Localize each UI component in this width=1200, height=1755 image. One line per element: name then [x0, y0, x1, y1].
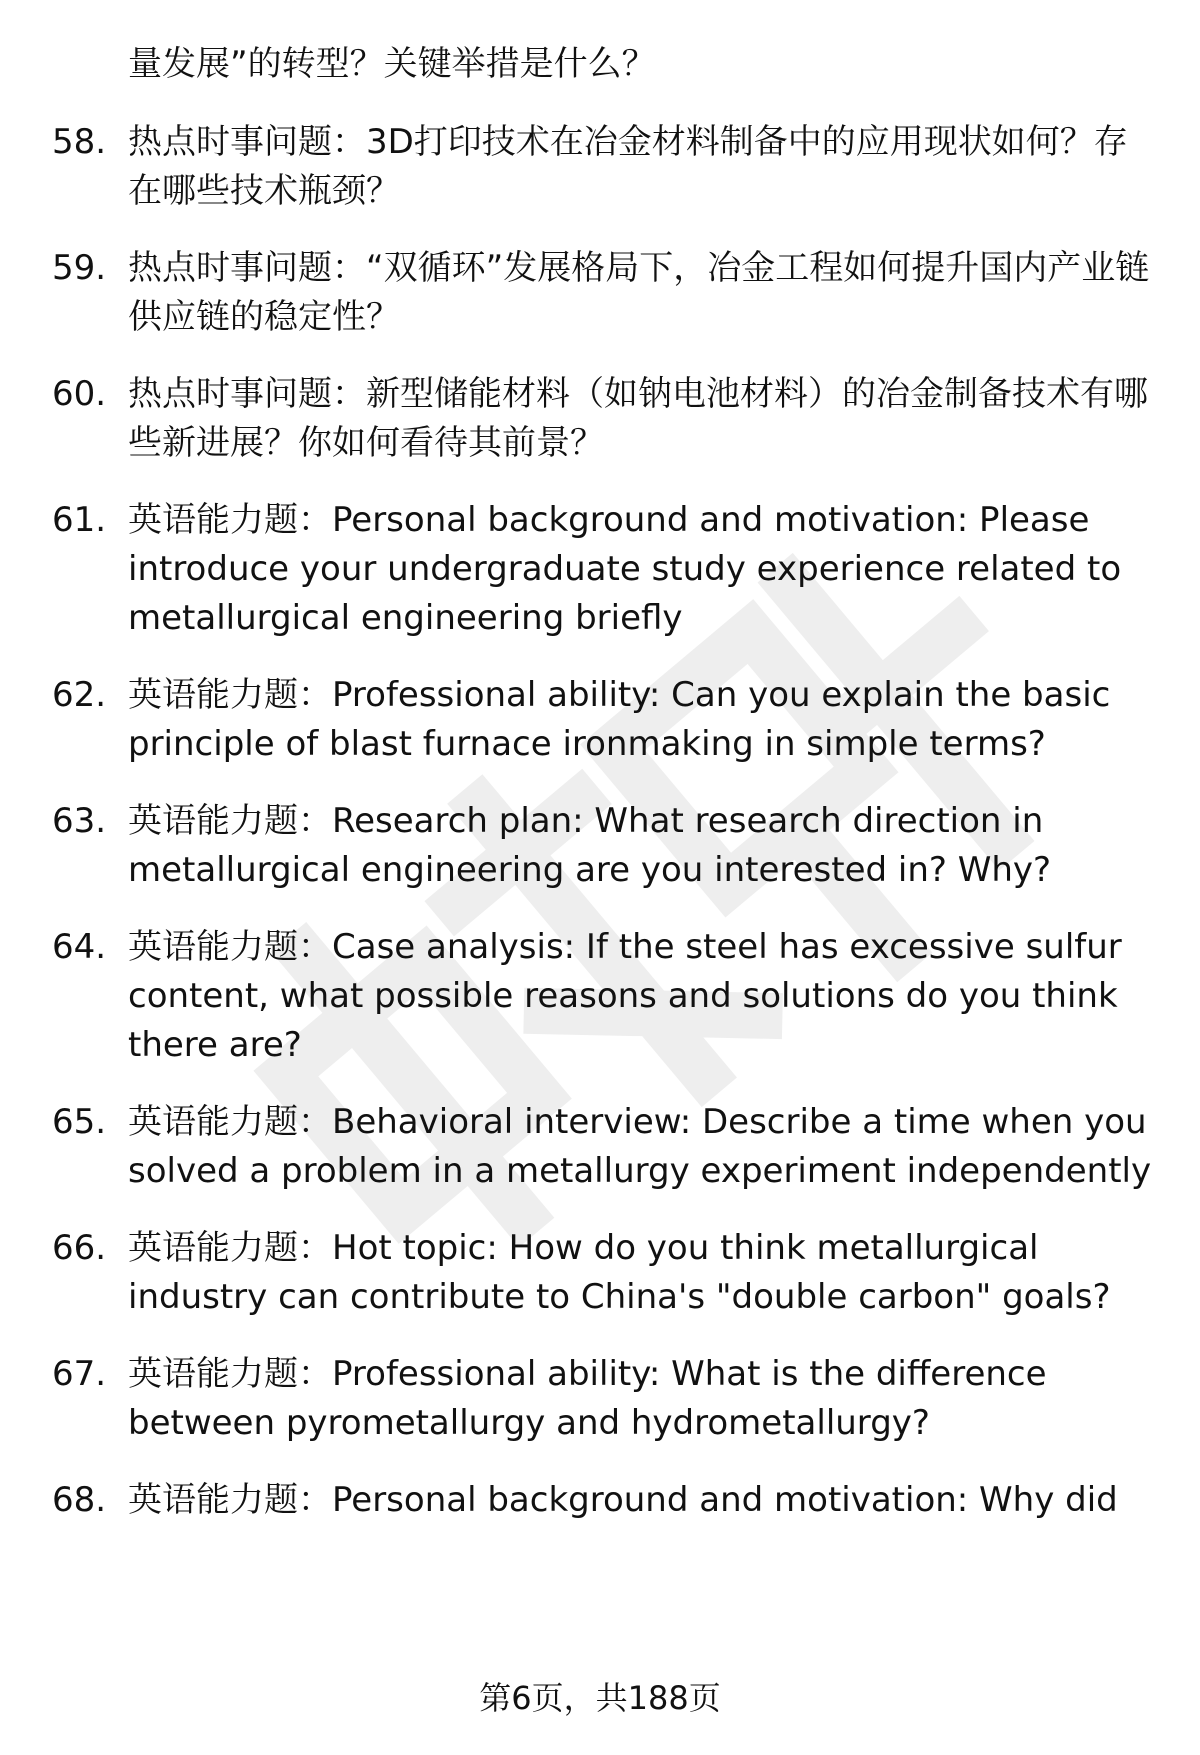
item-number: 68. — [52, 1480, 107, 1520]
list-item — [0, 1098, 1200, 1196]
item-number: 64. — [52, 927, 107, 967]
list-item — [0, 118, 1200, 216]
list-item — [0, 671, 1200, 769]
item-number: 67. — [52, 1354, 107, 1394]
item-text: 热点时事问题：3D打印技术在冶金材料制备中的应用现状如何？存在哪些技术瓶颈？ — [128, 122, 1128, 211]
list-item — [0, 797, 1200, 895]
list-item — [0, 370, 1200, 468]
item-text: 英语能力题：Research plan: What research direction in metallurgical engineering are you interested in? Why? — [128, 801, 1052, 890]
page-footer: 第6页，共188页 — [479, 1679, 721, 1717]
item-text: 热点时事问题：“双循环”发展格局下，冶金工程如何提升国内产业链供应链的稳定性？ — [128, 248, 1150, 337]
item-text: 英语能力题：Behavioral interview: Describe a time when you solved a problem in a metallurgy experiment independently — [128, 1102, 1152, 1191]
item-text: 英语能力题：Case analysis: If the steel has excessive sulfur content, what possible reasons and solutions do you think there are? — [128, 927, 1122, 1065]
list-item — [0, 1476, 1200, 1525]
item-number: 61. — [52, 500, 107, 540]
list-item — [0, 1224, 1200, 1322]
item-text: 英语能力题：Hot topic: How do you think metallurgical industry can contribute to China's "double carbon" goals? — [128, 1228, 1111, 1317]
item-number: 66. — [52, 1228, 107, 1268]
question-list — [0, 40, 1200, 1553]
item-text: 英语能力题：Professional ability: What is the difference between pyrometallurgy and hydrometallurgy? — [128, 1354, 1047, 1443]
item-text: 热点时事问题：新型储能材料（如钠电池材料）的冶金制备技术有哪些新进展？你如何看待其前景？ — [128, 374, 1148, 463]
item-text: 英语能力题：Professional ability: Can you explain the basic principle of blast furnace ironmaking in simple terms? — [128, 675, 1111, 764]
list-item — [0, 496, 1200, 643]
list-item — [0, 244, 1200, 342]
item-number: 59. — [52, 248, 107, 288]
item-number: 58. — [52, 122, 107, 162]
item-number: 65. — [52, 1102, 107, 1142]
list-item — [0, 923, 1200, 1070]
continuation-line: 量发展”的转型？关键举措是什么？ — [128, 44, 656, 84]
item-number: 63. — [52, 801, 107, 841]
list-item — [0, 1350, 1200, 1448]
item-text: 英语能力题：Personal background and motivation: Please introduce your undergraduate study experience related to metallurgical engineering briefly — [128, 500, 1122, 638]
item-number: 60. — [52, 374, 107, 414]
item-number: 62. — [52, 675, 107, 715]
item-text: 英语能力题：Personal background and motivation: Why did — [128, 1480, 1118, 1520]
